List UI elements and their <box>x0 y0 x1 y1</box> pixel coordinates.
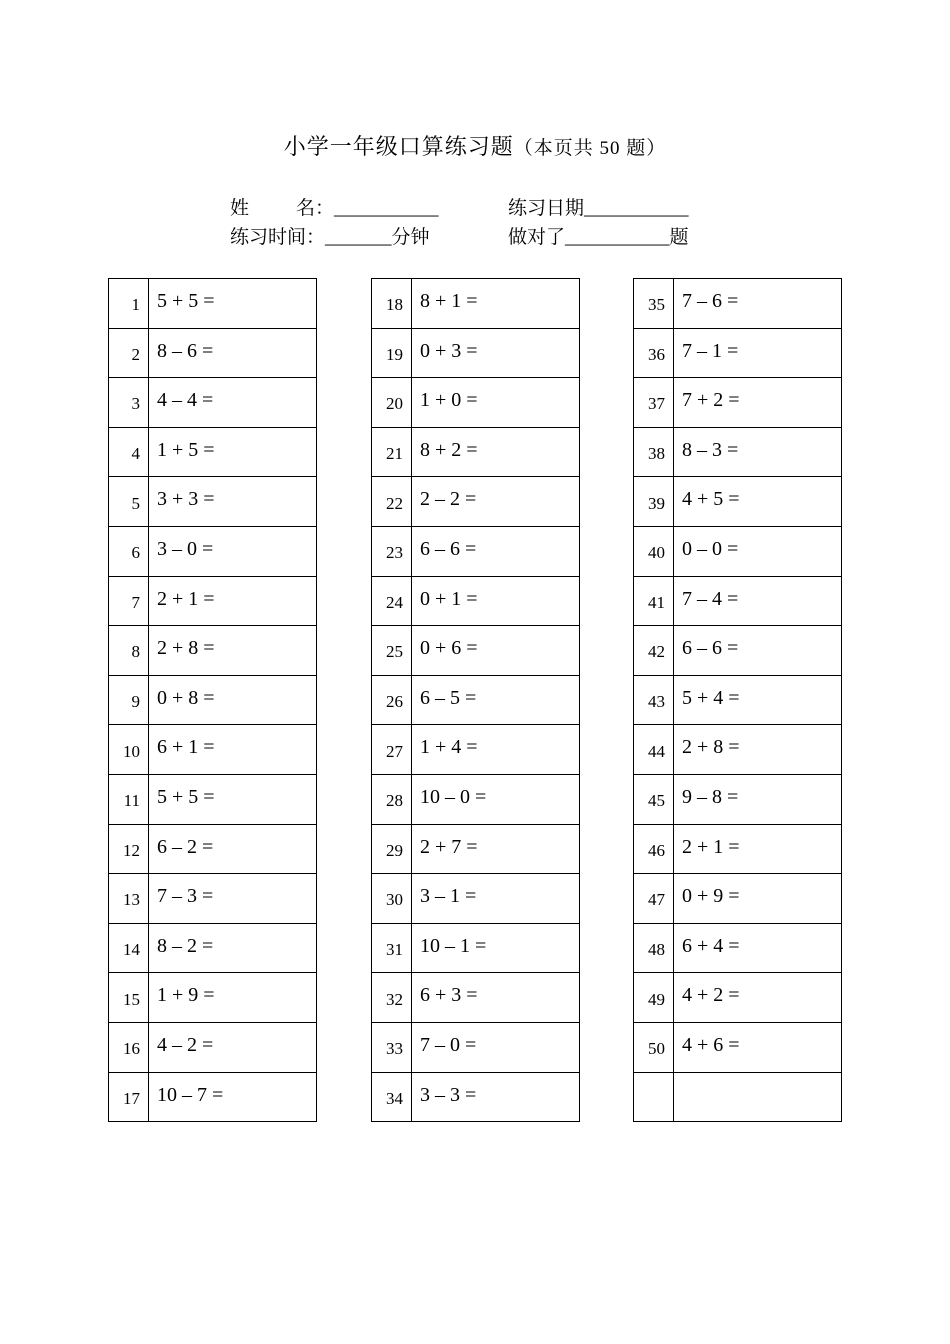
question-expression[interactable]: 6 + 3 = <box>412 973 580 1023</box>
date-field <box>508 193 689 220</box>
question-expression[interactable]: 6 – 6 = <box>674 626 842 676</box>
title-sub: （本页共 50 题） <box>513 138 667 159</box>
question-row <box>634 576 842 626</box>
question-expression[interactable]: 2 + 8 = <box>149 626 317 676</box>
question-expression[interactable]: 0 – 0 = <box>674 526 842 576</box>
question-number: 42 <box>634 626 674 676</box>
question-row <box>109 1072 317 1122</box>
question-row <box>634 427 842 477</box>
question-number: 36 <box>634 328 674 378</box>
info-row-time-correct <box>230 222 689 249</box>
question-row <box>372 1022 580 1072</box>
correct-label: 做对了 <box>508 227 566 248</box>
question-number: 31 <box>372 923 412 973</box>
question-expression[interactable]: 8 – 3 = <box>674 427 842 477</box>
question-row <box>109 1022 317 1072</box>
question-expression[interactable]: 0 + 6 = <box>412 626 580 676</box>
question-expression[interactable] <box>674 1072 842 1122</box>
question-expression[interactable]: 0 + 1 = <box>412 576 580 626</box>
question-expression[interactable]: 9 – 8 = <box>674 774 842 824</box>
question-row <box>372 279 580 329</box>
question-expression[interactable]: 5 + 4 = <box>674 675 842 725</box>
question-row <box>634 824 842 874</box>
question-number: 4 <box>109 427 149 477</box>
question-number: 33 <box>372 1022 412 1072</box>
question-number: 38 <box>634 427 674 477</box>
question-number: 45 <box>634 774 674 824</box>
question-number: 49 <box>634 973 674 1023</box>
question-row <box>109 477 317 527</box>
time-label: 练习时间： <box>230 227 326 248</box>
question-number: 28 <box>372 774 412 824</box>
question-number: 14 <box>109 923 149 973</box>
question-expression[interactable]: 4 – 2 = <box>149 1022 317 1072</box>
question-row <box>634 526 842 576</box>
question-number: 17 <box>109 1072 149 1122</box>
question-expression[interactable]: 6 – 2 = <box>149 824 317 874</box>
question-number: 25 <box>372 626 412 676</box>
question-expression[interactable]: 10 – 7 = <box>149 1072 317 1122</box>
question-row <box>109 378 317 428</box>
worksheet-title <box>0 130 950 161</box>
question-number: 20 <box>372 378 412 428</box>
question-row <box>109 973 317 1023</box>
question-expression[interactable]: 8 + 2 = <box>412 427 580 477</box>
question-expression[interactable]: 2 – 2 = <box>412 477 580 527</box>
question-number: 22 <box>372 477 412 527</box>
question-row <box>372 675 580 725</box>
question-row <box>634 477 842 527</box>
question-expression[interactable]: 7 – 3 = <box>149 874 317 924</box>
question-expression[interactable]: 8 – 6 = <box>149 328 317 378</box>
question-row <box>634 1072 842 1122</box>
question-expression[interactable]: 7 – 4 = <box>674 576 842 626</box>
question-row <box>372 427 580 477</box>
question-number: 44 <box>634 725 674 775</box>
question-number: 27 <box>372 725 412 775</box>
question-number: 12 <box>109 824 149 874</box>
question-expression[interactable]: 3 – 3 = <box>412 1072 580 1122</box>
question-row <box>109 725 317 775</box>
question-number: 37 <box>634 378 674 428</box>
question-row <box>634 1022 842 1072</box>
question-expression[interactable]: 7 – 1 = <box>674 328 842 378</box>
name-label: 姓 名： <box>230 198 335 219</box>
question-row <box>372 477 580 527</box>
question-expression[interactable]: 6 – 6 = <box>412 526 580 576</box>
question-row <box>109 824 317 874</box>
question-row <box>634 378 842 428</box>
question-number: 40 <box>634 526 674 576</box>
question-row <box>634 923 842 973</box>
time-blank[interactable]: _______ <box>325 227 392 248</box>
question-expression[interactable]: 6 + 4 = <box>674 923 842 973</box>
question-number: 16 <box>109 1022 149 1072</box>
question-number: 26 <box>372 675 412 725</box>
question-expression[interactable]: 1 + 9 = <box>149 973 317 1023</box>
question-number: 6 <box>109 526 149 576</box>
question-number: 29 <box>372 824 412 874</box>
question-row <box>109 526 317 576</box>
question-row <box>372 576 580 626</box>
question-number: 3 <box>109 378 149 428</box>
question-expression[interactable]: 4 + 6 = <box>674 1022 842 1072</box>
question-number: 48 <box>634 923 674 973</box>
question-row <box>634 874 842 924</box>
question-number: 39 <box>634 477 674 527</box>
question-number <box>634 1072 674 1122</box>
question-row <box>372 1072 580 1122</box>
question-expression[interactable]: 0 + 9 = <box>674 874 842 924</box>
question-row <box>372 526 580 576</box>
question-expression[interactable]: 4 + 5 = <box>674 477 842 527</box>
question-expression[interactable]: 2 + 8 = <box>674 725 842 775</box>
correct-unit: 题 <box>669 227 689 248</box>
question-number: 30 <box>372 874 412 924</box>
question-number: 35 <box>634 279 674 329</box>
question-expression[interactable]: 0 + 3 = <box>412 328 580 378</box>
question-row <box>109 923 317 973</box>
question-row <box>372 378 580 428</box>
question-number: 2 <box>109 328 149 378</box>
question-row <box>109 279 317 329</box>
question-expression[interactable]: 4 + 2 = <box>674 973 842 1023</box>
question-number: 13 <box>109 874 149 924</box>
question-row <box>109 427 317 477</box>
question-expression[interactable]: 3 + 3 = <box>149 477 317 527</box>
question-number: 18 <box>372 279 412 329</box>
question-expression[interactable]: 3 – 0 = <box>149 526 317 576</box>
question-row <box>372 923 580 973</box>
question-expression[interactable]: 0 + 8 = <box>149 675 317 725</box>
question-row <box>634 973 842 1023</box>
question-expression[interactable]: 2 + 1 = <box>149 576 317 626</box>
question-row <box>372 774 580 824</box>
question-expression[interactable]: 5 + 5 = <box>149 279 317 329</box>
question-number: 1 <box>109 279 149 329</box>
question-number: 43 <box>634 675 674 725</box>
title-main: 小学一年级口算练习题 <box>283 134 514 159</box>
question-row <box>634 675 842 725</box>
date-label: 练习日期 <box>508 198 585 219</box>
question-row <box>372 626 580 676</box>
question-row <box>109 874 317 924</box>
question-expression[interactable]: 3 – 1 = <box>412 874 580 924</box>
question-number: 34 <box>372 1072 412 1122</box>
question-number: 47 <box>634 874 674 924</box>
question-row <box>109 328 317 378</box>
question-expression[interactable]: 2 + 7 = <box>412 824 580 874</box>
question-number: 15 <box>109 973 149 1023</box>
question-number: 5 <box>109 477 149 527</box>
question-expression[interactable]: 4 – 4 = <box>149 378 317 428</box>
question-row <box>634 626 842 676</box>
question-number: 50 <box>634 1022 674 1072</box>
question-expression[interactable]: 1 + 0 = <box>412 378 580 428</box>
question-table-2 <box>371 278 580 1122</box>
question-table-3 <box>633 278 842 1122</box>
question-number: 24 <box>372 576 412 626</box>
question-row <box>634 279 842 329</box>
question-expression[interactable]: 1 + 5 = <box>149 427 317 477</box>
question-expression[interactable]: 7 – 0 = <box>412 1022 580 1072</box>
info-row-name-date <box>230 193 689 220</box>
question-number: 8 <box>109 626 149 676</box>
question-row <box>372 874 580 924</box>
time-unit: 分钟 <box>391 227 430 248</box>
question-row <box>634 774 842 824</box>
question-table-1 <box>108 278 317 1122</box>
question-expression[interactable]: 6 – 5 = <box>412 675 580 725</box>
question-number: 11 <box>109 774 149 824</box>
question-expression[interactable]: 10 – 0 = <box>412 774 580 824</box>
question-row <box>109 675 317 725</box>
question-row <box>109 576 317 626</box>
question-expression[interactable]: 1 + 4 = <box>412 725 580 775</box>
question-expression[interactable]: 5 + 5 = <box>149 774 317 824</box>
question-row <box>634 725 842 775</box>
question-number: 46 <box>634 824 674 874</box>
date-blank[interactable]: ___________ <box>584 198 689 219</box>
correct-blank[interactable]: ___________ <box>565 227 670 248</box>
question-row <box>372 824 580 874</box>
question-expression[interactable]: 8 – 2 = <box>149 923 317 973</box>
question-expression[interactable]: 7 – 6 = <box>674 279 842 329</box>
question-number: 9 <box>109 675 149 725</box>
question-row <box>634 328 842 378</box>
question-row <box>109 626 317 676</box>
question-expression[interactable]: 8 + 1 = <box>412 279 580 329</box>
question-row <box>372 973 580 1023</box>
correct-field <box>508 222 689 249</box>
question-number: 7 <box>109 576 149 626</box>
question-expression[interactable]: 6 + 1 = <box>149 725 317 775</box>
question-number: 41 <box>634 576 674 626</box>
question-number: 32 <box>372 973 412 1023</box>
question-expression[interactable]: 2 + 1 = <box>674 824 842 874</box>
question-expression[interactable]: 7 + 2 = <box>674 378 842 428</box>
question-number: 19 <box>372 328 412 378</box>
question-expression[interactable]: 10 – 1 = <box>412 923 580 973</box>
name-blank[interactable]: ___________ <box>334 198 439 219</box>
question-number: 21 <box>372 427 412 477</box>
question-number: 23 <box>372 526 412 576</box>
question-row <box>109 774 317 824</box>
question-row <box>372 725 580 775</box>
question-number: 10 <box>109 725 149 775</box>
question-row <box>372 328 580 378</box>
